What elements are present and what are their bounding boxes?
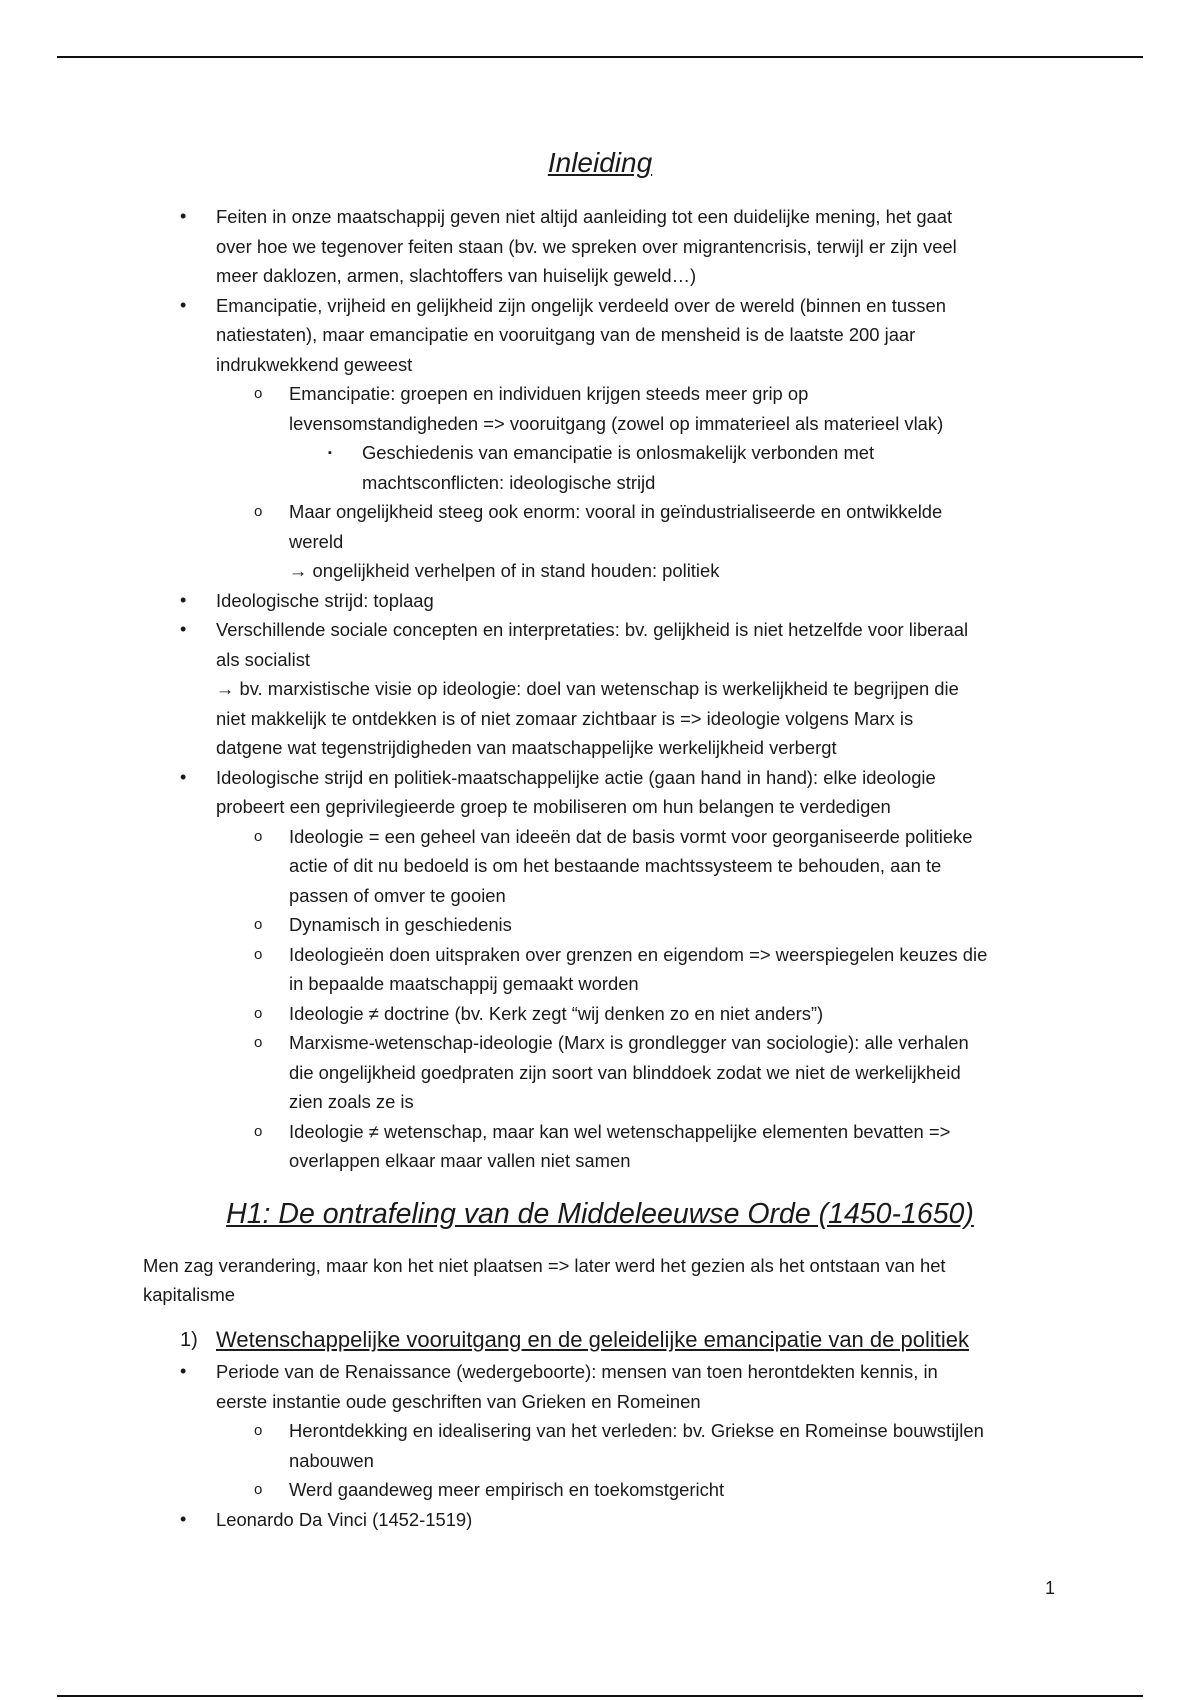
bullet-marker: o [254, 385, 263, 402]
bullet-marker: ▪ [328, 447, 332, 459]
list-item-line: probeert een geprivilegieerde groep te mobiliseren om hun belangen te verdedigen [216, 796, 891, 817]
list-item-line: niet makkelijk te ontdekken is of niet zomaar zichtbaar is => ideologie volgens Marx is [216, 707, 914, 729]
list-item-line: Leonardo Da Vinci (1452-1519) [216, 1508, 473, 1530]
list-item-line: machtsconflicten: ideologische strijd [362, 471, 656, 493]
list-item-line: overlappen elkaar maar vallen niet samen [289, 1150, 631, 1171]
list-item-line: Emancipatie: groepen en individuen krijgen steeds meer grip op [289, 383, 809, 404]
bullet-marker: o [254, 1481, 263, 1498]
list-item-line: Geschiedenis van emancipatie is onlosmakelijk verbonden met [362, 442, 875, 463]
list-item-line: Ideologie ≠ doctrine (bv. Kerk zegt “wij denken zo en niet anders”) [289, 1002, 824, 1024]
list-item-line: Ideologie = een geheel van ideeën dat de basis vormt voor georganiseerde politieke [289, 825, 973, 847]
list-item-line: zien zoals ze is [289, 1091, 414, 1112]
bullet-marker: • [180, 589, 187, 610]
list-item-line: wereld [289, 530, 344, 552]
bullet-marker: o [254, 916, 263, 933]
list-item-line: Werd gaandeweg meer empirisch en toekomstgericht [289, 1479, 725, 1500]
list-item-line: Dynamisch in geschiedenis [289, 914, 512, 935]
list-item-line: levensomstandigheden => vooruitgang (zowel op immaterieel als materieel vlak) [289, 412, 944, 434]
list-item-line: Feiten in onze maatschappij geven niet altijd aanleiding tot een duidelijke mening, het gaat [216, 206, 953, 227]
list-item-line: Ideologie ≠ wetenschap, maar kan wel wetenschappelijke elementen bevatten => [289, 1120, 951, 1142]
list-item-line: → bv. marxistische visie op ideologie: doel van wetenschap is werkelijkheid te begrijpen die [216, 678, 959, 699]
list-item-line: datgene wat tegenstrijdigheden van maatschappelijke werkelijkheid verbergt [216, 737, 837, 758]
bullet-marker: o [254, 503, 263, 520]
list-item-line: Ideologische strijd en politiek-maatschappelijke actie (gaan hand in hand): elke ideologie [216, 766, 936, 788]
bullet-marker: o [254, 827, 263, 845]
bullet-marker: • [180, 619, 187, 639]
list-item-line: actie of dit nu bedoeld is om het bestaande machtssysteem te behouden, aan te [289, 855, 942, 876]
intro-title: Inleiding [547, 147, 653, 178]
list-item-line: natiestaten), maar emancipatie en vooruitgang van de mensheid is de laatste 200 jaar [216, 324, 916, 345]
bullet-marker: o [254, 1122, 263, 1140]
list-item-line: Marxisme-wetenschap-ideologie (Marx is grondlegger van sociologie): alle verhalen [289, 1032, 969, 1053]
section-title: Wetenschappelijke vooruitgang en de geleidelijke emancipatie van de politiek [216, 1327, 969, 1352]
bullet-marker: • [180, 766, 187, 787]
bullet-marker: o [254, 945, 263, 963]
section-number: 1) [180, 1329, 198, 1351]
page-number: 1 [1045, 1578, 1056, 1598]
list-item-line: Emancipatie, vrijheid en gelijkheid zijn ongelijk verdeeld over de wereld (binnen en tussen [216, 294, 946, 316]
bullet-marker: o [254, 1034, 263, 1051]
list-item-line: indrukwekkend geweest [216, 353, 413, 375]
bullet-marker: • [180, 1508, 187, 1529]
list-item-line: Verschillende sociale concepten en interpretaties: bv. gelijkheid is niet hetzelfde voor liberaal [216, 619, 969, 640]
chapter-paragraph-line: Men zag verandering, maar kon het niet plaatsen => later werd het gezien als het ontstaan van het [143, 1255, 946, 1276]
chapter-title: H1: De ontrafeling van de Middeleeuwse Orde (1450-1650) [226, 1198, 974, 1230]
list-item-line: meer daklozen, armen, slachtoffers van huiselijk geweld…) [216, 265, 697, 286]
list-item-line: die ongelijkheid goedpraten zijn soort van blinddoek zodat we niet de werkelijkheid [289, 1061, 961, 1083]
bullet-marker: • [180, 1361, 187, 1381]
bullet-marker: • [180, 206, 187, 226]
list-item-line: → ongelijkheid verhelpen of in stand houden: politiek [289, 560, 720, 581]
list-item-line: Ideologische strijd: toplaag [216, 589, 434, 611]
list-item-line: passen of omver te gooien [289, 884, 506, 906]
list-item-line: nabouwen [289, 1449, 374, 1471]
list-item-line: Periode van de Renaissance (wedergeboorte): mensen van toen herontdekten kennis, in [216, 1361, 938, 1382]
chapter-paragraph-line: kapitalisme [143, 1284, 235, 1305]
bullet-marker: o [254, 1004, 263, 1022]
list-item-line: als socialist [216, 648, 311, 670]
bullet-marker: o [254, 1422, 263, 1439]
header-rule [57, 56, 1143, 58]
list-item-line: in bepaalde maatschappij gemaakt worden [289, 973, 639, 994]
bullet-marker: • [180, 294, 187, 315]
list-item-line: over hoe we tegenover feiten staan (bv. we spreken over migrantencrisis, terwijl er zijn veel [216, 235, 957, 257]
list-item-line: eerste instantie oude geschriften van Grieken en Romeinen [216, 1390, 701, 1412]
footer-rule [57, 1695, 1143, 1697]
list-item-line: Ideologieën doen uitspraken over grenzen en eigendom => weerspiegelen keuzes die [289, 943, 988, 965]
list-item-line: Maar ongelijkheid steeg ook enorm: vooral in geïndustrialiseerde en ontwikkelde [289, 501, 943, 522]
list-item-line: Herontdekking en idealisering van het verleden: bv. Griekse en Romeinse bouwstijlen [289, 1420, 984, 1441]
